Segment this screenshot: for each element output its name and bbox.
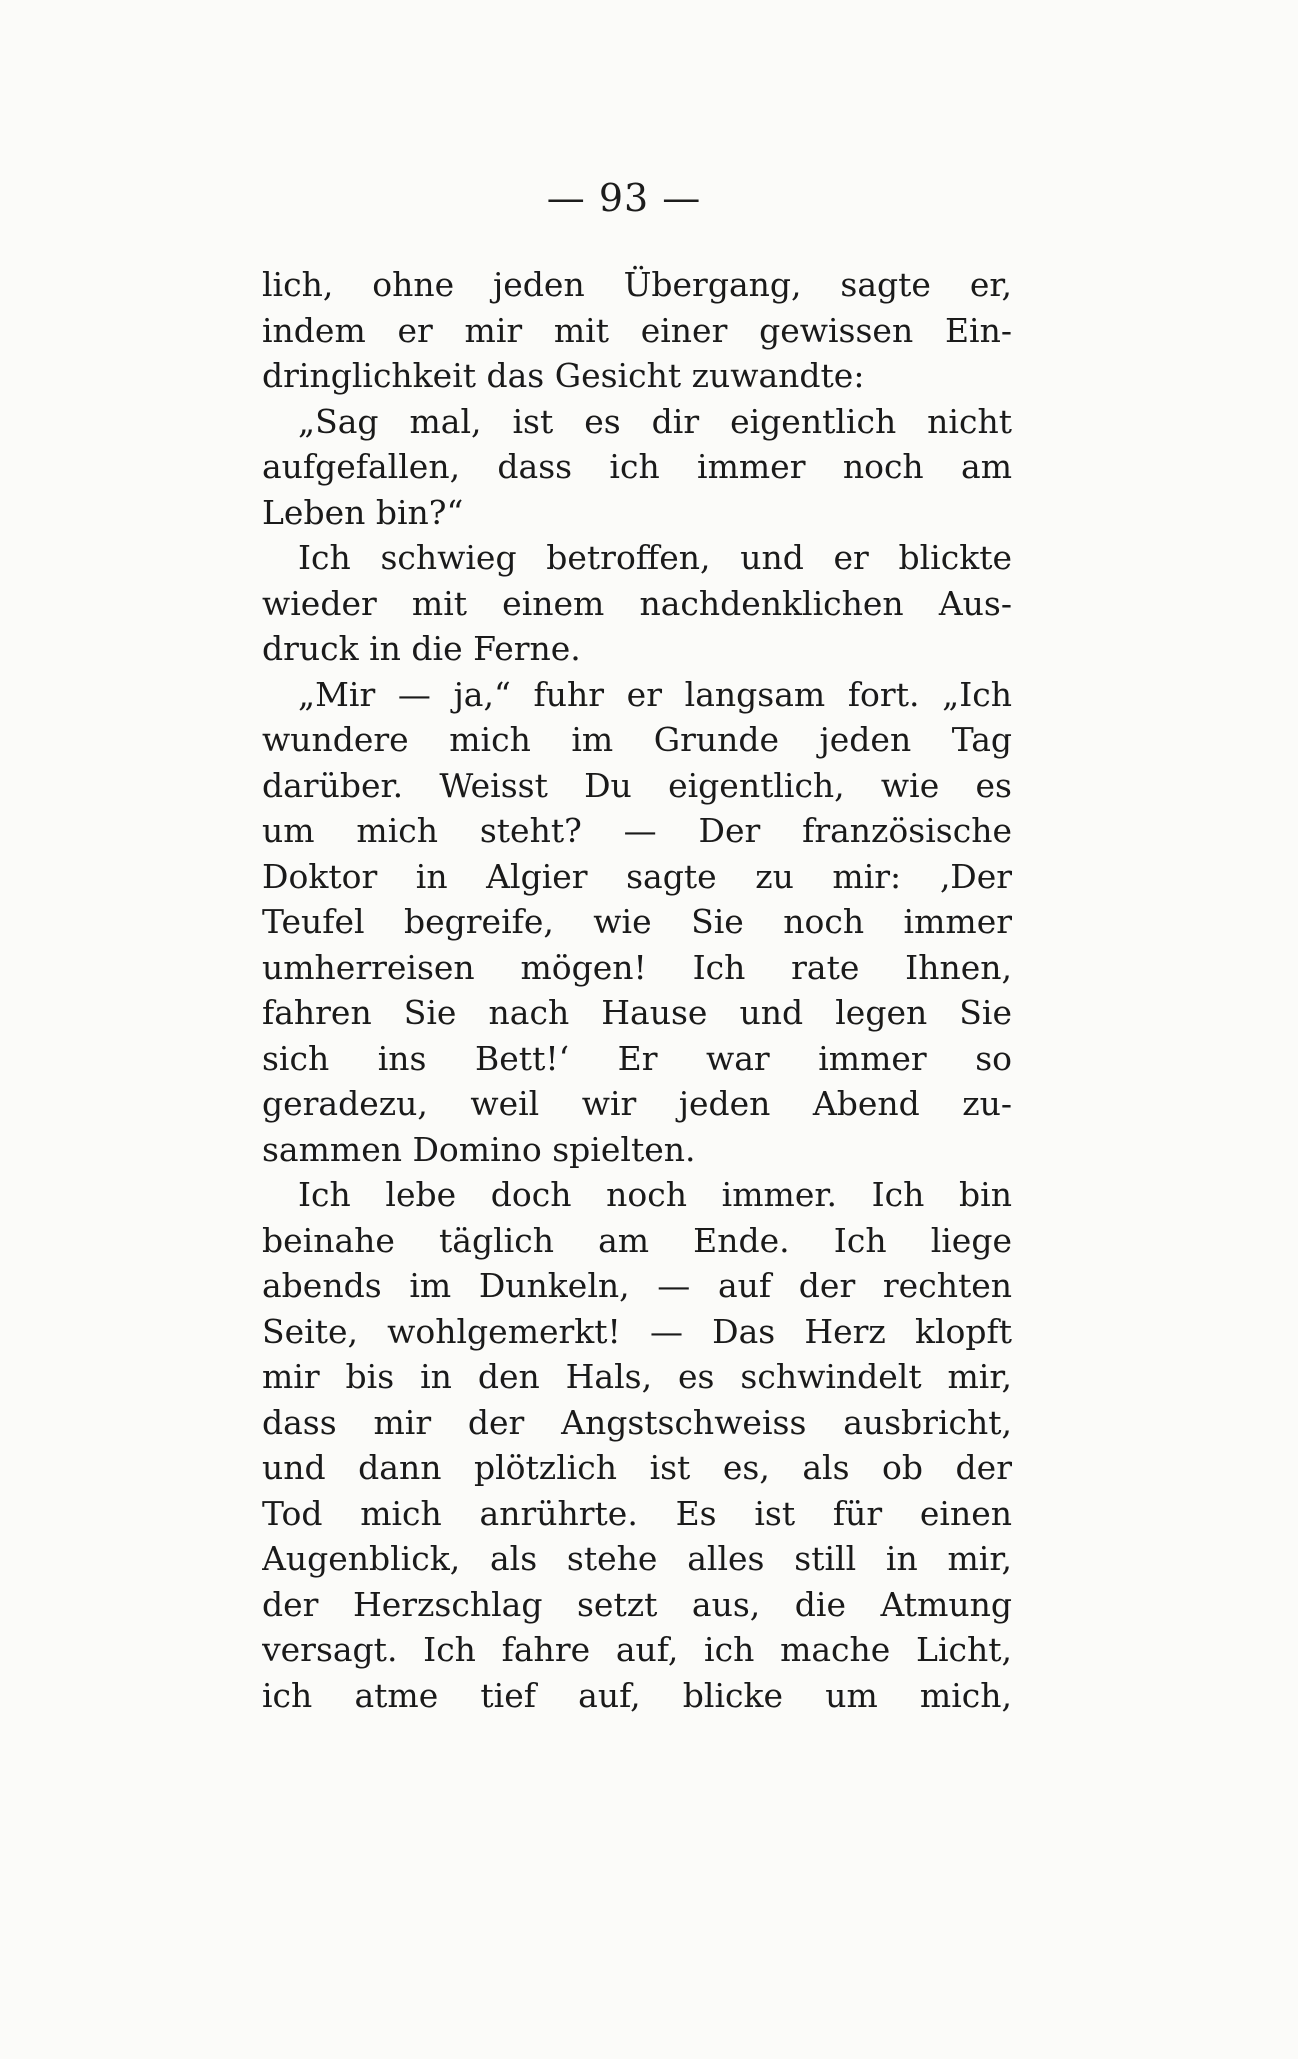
text-line: sammen Domino spielten. xyxy=(262,1129,696,1169)
text-line: und dann plötzlich ist es, als ob der xyxy=(262,1448,1012,1487)
body-text xyxy=(262,262,1012,1718)
text-line: wundere mich im Grunde jeden Tag xyxy=(262,720,1012,759)
text-line: „Mir — ja,“ fuhr er langsam fort. „Ich xyxy=(298,674,1012,714)
text-line: beinahe täglich am Ende. Ich liege xyxy=(262,1220,1012,1260)
text-line: Ich schwieg betroffen, und er blickte xyxy=(298,538,1012,577)
text-line: der Herzschlag setzt aus, die Atmung xyxy=(262,1584,1012,1624)
page-number-text: — 93 — xyxy=(546,176,702,220)
text-line: umherreisen mögen! Ich rate Ihnen, xyxy=(262,947,1012,987)
text-line: mir bis in den Hals, es schwindelt mir, xyxy=(262,1357,1012,1396)
text-line: Leben bin?“ xyxy=(262,492,464,532)
text-line: darüber. Weisst Du eigentlich, wie es xyxy=(262,765,1012,805)
text-line: dass mir der Angstschweiss ausbricht, xyxy=(262,1402,1012,1442)
text-line: lich, ohne jeden Übergang, sagte er, xyxy=(262,265,1012,304)
text-line: Ich lebe doch noch immer. Ich bin xyxy=(298,1175,1012,1214)
text-line: „Sag mal, ist es dir eigentlich nicht xyxy=(298,401,1012,441)
text-line: Augenblick, als stehe alles still in mir, xyxy=(262,1539,1012,1578)
text-line: ich atme tief auf, blicke um mich, xyxy=(262,1675,1012,1715)
text-line: versagt. Ich fahre auf, ich mache Licht, xyxy=(262,1630,1012,1669)
page-number xyxy=(0,176,1298,220)
text-line: abends im Dunkeln, — auf der rechten xyxy=(262,1266,1012,1305)
text-line: Doktor in Algier sagte zu mir: ‚Der xyxy=(262,856,1012,896)
text-line: Tod mich anrührte. Es ist für einen xyxy=(262,1493,1012,1533)
text-line: um mich steht? — Der französische xyxy=(262,811,1012,850)
text-line: sich ins Bett!‘ Er war immer so xyxy=(262,1038,1012,1078)
text-line: druck in die Ferne. xyxy=(262,629,581,668)
text-line: wieder mit einem nachdenklichen Aus- xyxy=(262,583,1012,623)
text-line: dringlichkeit das Gesicht zuwandte: xyxy=(262,356,865,395)
text-line: Teufel begreife, wie Sie noch immer xyxy=(262,902,1012,941)
text-line: Seite, wohlgemerkt! — Das Herz klopft xyxy=(262,1311,1012,1351)
text-line: aufgefallen, dass ich immer noch am xyxy=(262,447,1012,486)
text-line: fahren Sie nach Hause und legen Sie xyxy=(262,993,1012,1032)
text-line: geradezu, weil wir jeden Abend zu- xyxy=(262,1084,1012,1123)
text-line: indem er mir mit einer gewissen Ein- xyxy=(262,310,1012,350)
